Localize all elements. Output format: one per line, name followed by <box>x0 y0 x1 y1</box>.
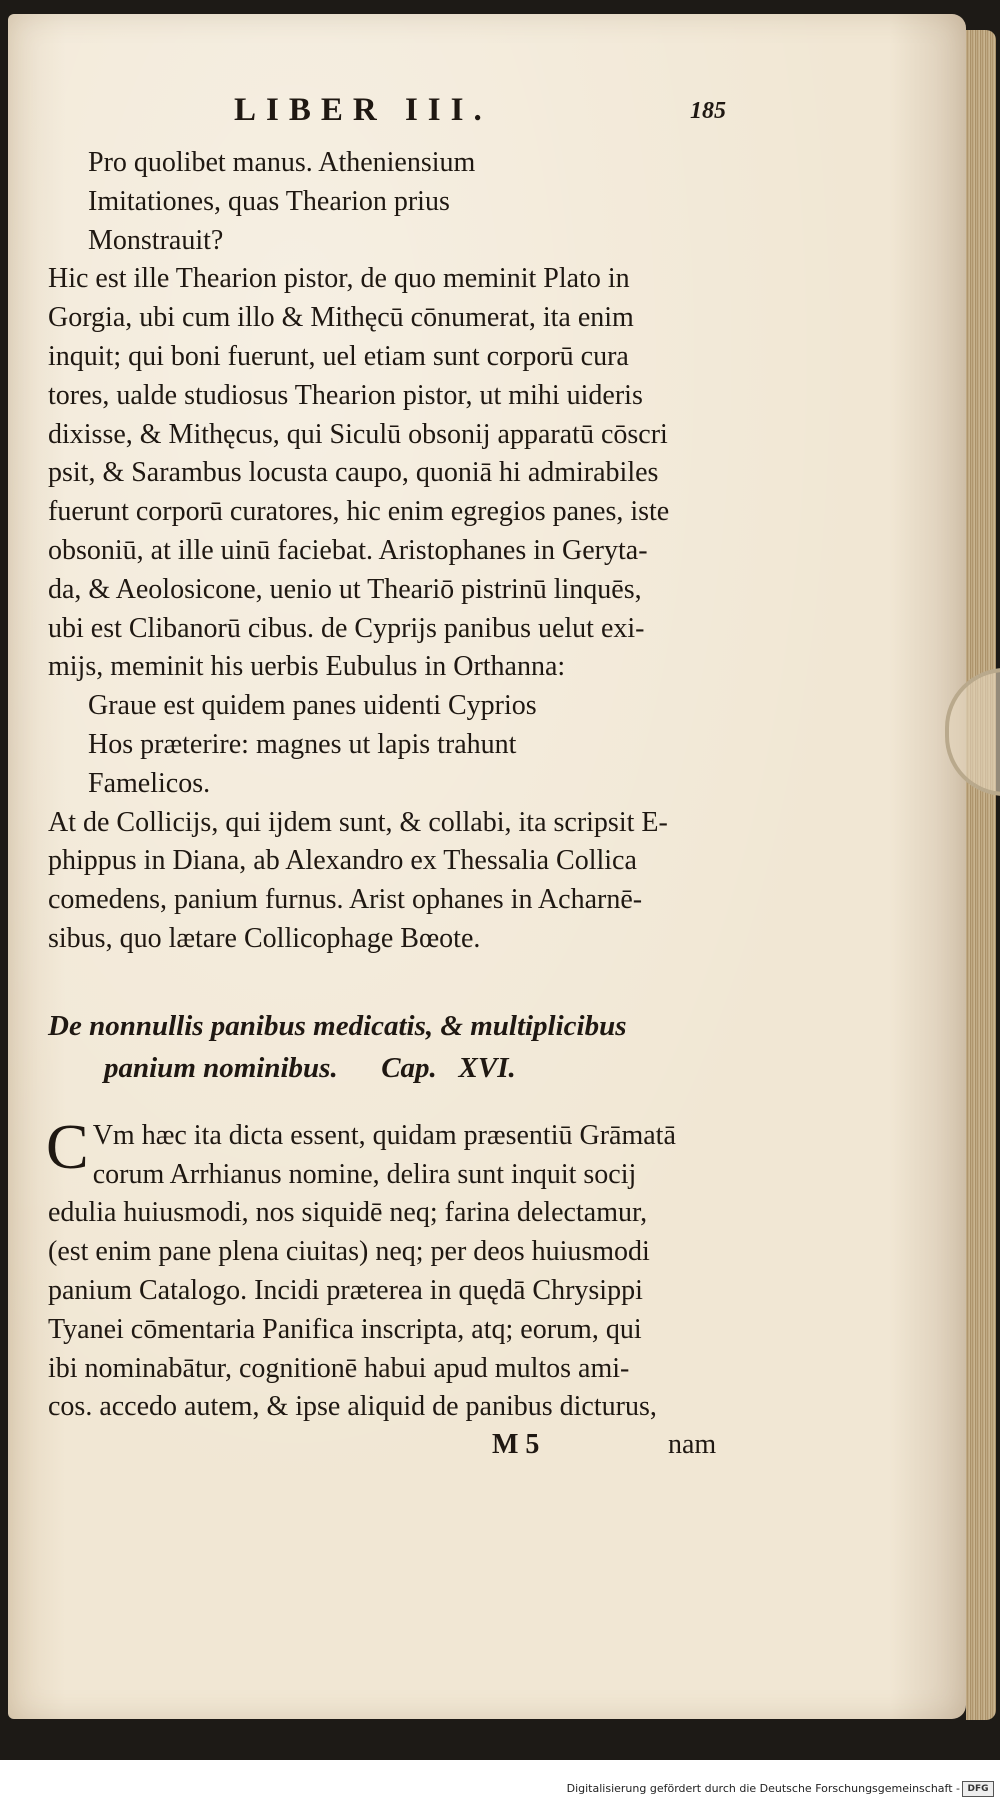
prose-line: fuerunt corporū curatores, hic enim egregios panes, iste <box>48 496 670 528</box>
verse-line: Imitationes, quas Thearion prius <box>88 185 450 217</box>
credit-bar <box>0 1760 1000 1797</box>
drop-cap: C <box>46 1110 89 1182</box>
prose-line: corum Arrhianus nomine, delira sunt inquit socij <box>92 1158 637 1190</box>
prose-line: At de Collicijs, qui ijdem sunt, & collabi, ita scripsit E- <box>48 806 668 838</box>
page-edges <box>966 30 996 1720</box>
chapter-paragraph <box>46 1110 748 1427</box>
prose-line: (est enim pane plena ciuitas) neq; per deos huiusmodi <box>48 1236 650 1268</box>
page-footer <box>48 1429 748 1469</box>
prose-line: Tyanei cōmentaria Panifica inscripta, atq; eorum, qui <box>48 1313 642 1345</box>
prose-line: phippus in Diana, ab Alexandro ex Thessalia Collica <box>48 845 637 877</box>
signature-mark: M 5 <box>492 1429 540 1461</box>
verse-line: Famelicos. <box>88 767 211 799</box>
page-number: 185 <box>690 98 726 124</box>
prose-line: panium Catalogo. Incidi præterea in quędā Chrysippi <box>48 1274 643 1306</box>
verse-line: Hos præterire: magnes ut lapis trahunt <box>88 728 517 760</box>
page-text <box>48 92 748 1469</box>
prose-line: cos. accedo autem, & ipse aliquid de panibus dicturus, <box>48 1391 657 1423</box>
prose-line: dixisse, & Mithęcus, qui Siculū obsonij apparatū cōscri <box>48 418 668 450</box>
prose-line: obsoniū, at ille uinū faciebat. Aristophanes in Geryta- <box>48 534 648 566</box>
chapter-heading-line: De nonnullis panibus medicatis, & multiplicibus <box>48 1009 627 1042</box>
prose-line: mijs, meminit his uerbis Eubulus in Orthanna: <box>48 651 566 683</box>
chapter-heading-line: panium nominibus. Cap. XVI. <box>104 1051 516 1084</box>
prose-line: ubi est Clibanorū cibus. de Cyprijs panibus uelut exi- <box>48 612 645 644</box>
prose-line: da, & Aeolosicone, uenio ut Theariō pistrinū linquēs, <box>48 573 642 605</box>
running-head: LIBER III. <box>234 92 492 128</box>
digitization-credit: Digitalisierung gefördert durch die Deutsche Forschungsgemeinschaft - <box>566 1782 960 1795</box>
catchword: nam <box>668 1429 717 1461</box>
dfg-logo-icon: DFG <box>962 1781 994 1797</box>
prose-line: psit, & Sarambus locusta caupo, quoniā hi admirabiles <box>48 457 659 489</box>
prose-paragraph-1 <box>48 260 748 687</box>
prose-line: ibi nominabātur, cognitionē habui apud multos ami- <box>48 1352 630 1384</box>
chapter-heading <box>48 1005 748 1089</box>
prose-line: edulia huiusmodi, nos siquidē neq; farina delectamur, <box>48 1197 648 1229</box>
prose-line: Hic est ille Thearion pistor, de quo meminit Plato in <box>48 263 630 295</box>
verse-quotation-1 <box>48 144 748 260</box>
prose-paragraph-2 <box>48 804 748 959</box>
verse-line: Pro quolibet manus. Atheniensium <box>88 147 476 178</box>
verse-line: Graue est quidem panes uidenti Cyprios <box>88 690 537 722</box>
prose-line: inquit; qui boni fuerunt, uel etiam sunt corporū cura <box>48 340 629 372</box>
verse-line: Monstrauit? <box>88 224 224 256</box>
prose-line: Gorgia, ubi cum illo & Mithęcū cōnumerat, ita enim <box>48 302 634 334</box>
prose-line: Vm hæc ita dicta essent, quidam præsentiū Grāmatā <box>92 1119 676 1151</box>
prose-line: tores, ualde studiosus Thearion pistor, ut mihi uideris <box>48 379 643 411</box>
verse-quotation-2 <box>48 687 748 803</box>
prose-line: sibus, quo lætare Collicophage Bœote. <box>48 922 481 954</box>
page-header <box>48 92 748 144</box>
prose-line: comedens, panium furnus. Arist ophanes in Acharnē- <box>48 884 643 916</box>
